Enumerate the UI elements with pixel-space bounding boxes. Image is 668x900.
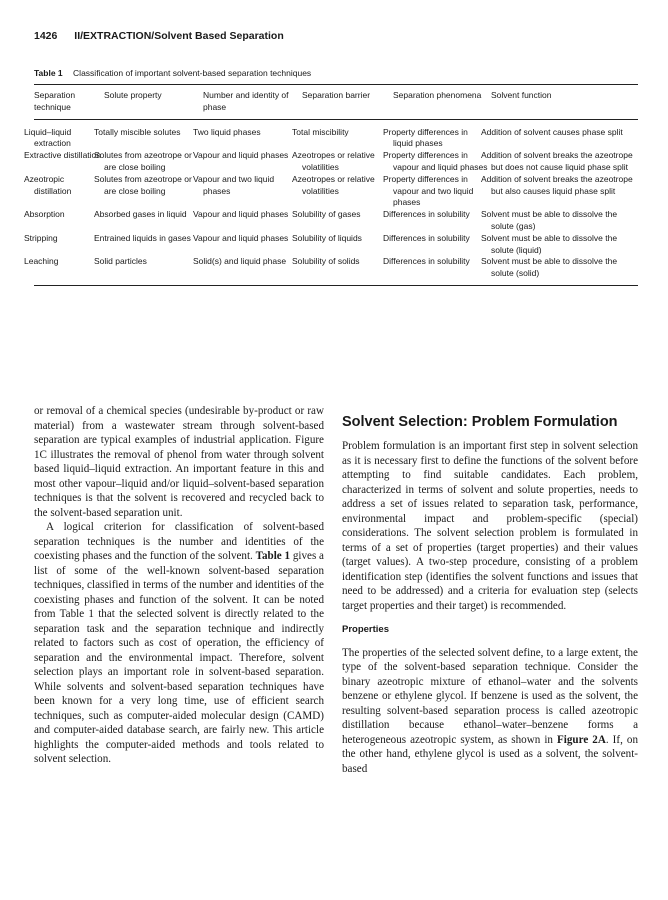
body-paragraph [34, 520, 324, 767]
table-cell: Solvent must be able to dissolve the solute (solid) [491, 256, 638, 285]
header-solvent-function: Solvent function [491, 90, 552, 100]
table-cell: Azeotropes or relative volatilities [292, 173, 375, 196]
table-cell: Addition of solvent breaks the azeotrope but does not cause liquid phase split [481, 150, 633, 172]
paragraph-text: A logical criterion for classification of solvent-based separation techniques is the number and identities of the coexisting phases and the function of the solvent. [34, 521, 324, 562]
table-cell: Addition of solvent causes phase split [481, 126, 623, 137]
table-cell: Vapour and liquid phases [193, 150, 289, 161]
header-separation-phenomena: Separation phenomena [393, 90, 482, 100]
table-caption [34, 68, 311, 78]
running-header [34, 30, 638, 42]
table-cell: Solutes from azeotrope or are close boiling [94, 150, 192, 172]
table-cell: Vapour and liquid phases [193, 209, 289, 220]
table-cell: Totally miscible solutes [94, 126, 181, 137]
table-cell: Azeotropic distillation [24, 173, 72, 196]
left-text-column [34, 404, 324, 767]
table-cell: Two liquid phases [193, 126, 261, 137]
running-title: II/EXTRACTION/Solvent Based Separation [74, 30, 284, 42]
table-row [34, 209, 638, 233]
table-cell: Addition of solvent breaks the azeotrope but also causes liquid phase split [481, 173, 633, 196]
table-header-row [34, 85, 638, 120]
body-paragraph: Problem formulation is an important first step in solvent selection as it is necessary first to define the functions of the solvent before attempting to find suitable candidates. Each problem, characterized in terms of solvent and solute properties, needs to address a set of issues related to separation task, performance, environmental impact and problem-specific (special) considerations. The solvent selection problem is formulated in terms of a set of properties (target properties) and their values (target values). A two-step procedure, consisting of a problem identification step (identifies the solvent functions and issues that need to be addressed) and a criteria for evaluation step (selects target properties and their target) is recommended. [342, 440, 638, 612]
table-cell: Solvent must be able to dissolve the solute (gas) [481, 209, 618, 231]
table-cell: Leaching [34, 256, 104, 285]
table-cell: Absorbed gases in liquid [94, 209, 187, 220]
figure-reference: Figure 2A [557, 733, 606, 746]
table-cell: Solvent must be able to dissolve the solute (liquid) [481, 232, 618, 255]
table-cell: Vapour and two liquid phases [193, 173, 275, 196]
header-number-identity-phase: Number and identity of phase [203, 90, 289, 112]
table-cell: Differences in solubility [383, 232, 470, 243]
classification-table [24, 84, 638, 286]
table-cell: Solid particles [104, 256, 203, 285]
header-separation-technique: Separation technique [34, 90, 76, 112]
table-cell: Azeotropes or relative volatilities [292, 150, 375, 172]
table-cell: Solubility of liquids [292, 232, 362, 243]
table-cell: Liquid–liquid extraction [24, 126, 72, 149]
table-reference: Table 1 [255, 550, 291, 562]
table-cell: Differences in solubility [383, 209, 470, 220]
table-cell: Solutes from azeotrope or are close boiling [94, 173, 192, 196]
body-paragraph: or removal of a chemical species (undesirable by-product or raw material) from a wastewater stream through solvent-based separation are typical examples of industrial application. Figure 1C illustrates the removal of phenol from water through solvent based liquid–liquid extraction. An important feature in this and most other vapour–liquid and/or liquid–solvent-based separation techniques is that the solvent is recovered and recycled back to the solvent-based separation unit. [34, 405, 324, 519]
table-row [34, 150, 638, 174]
header-separation-barrier: Separation barrier [302, 90, 371, 100]
table-cell: Solubility of solids [302, 256, 393, 285]
table-row [34, 233, 638, 257]
table-cell: Vapour and liquid phases [193, 232, 289, 243]
table-cell: Stripping [24, 232, 58, 243]
table-cell: Property differences in vapour and two liquid phases [383, 173, 474, 208]
table-row [34, 174, 638, 209]
table-cell: Extractive distillation [24, 150, 102, 161]
subsection-heading: Properties [342, 624, 389, 635]
header-solute-property: Solute property [104, 90, 162, 100]
table-cell: Solid(s) and liquid phase [203, 256, 302, 285]
body-paragraph [342, 646, 638, 777]
table-cell: Total miscibility [292, 126, 349, 137]
table-cell: Solubility of gases [292, 209, 361, 220]
right-text-column [342, 414, 638, 776]
table-cell: Entrained liquids in gases [94, 232, 191, 243]
table-cell: Differences in solubility [393, 256, 491, 285]
paragraph-text: . If, on the other hand, ethylene glycol is used as a solvent, the solvent-based [342, 733, 638, 775]
table-cell: Property differences in vapour and liquid phases [383, 150, 488, 172]
table-caption-text: Classification of important solvent-based separation techniques [73, 68, 312, 78]
section-heading: Solvent Selection: Problem Formulation [342, 414, 618, 430]
table-cell: Absorption [24, 209, 65, 220]
page-number: 1426 [34, 30, 58, 42]
table-cell: Property differences in liquid phases [383, 126, 468, 149]
table-row [34, 119, 638, 150]
table-row [34, 256, 638, 285]
table-label: Table 1 [34, 68, 63, 78]
paragraph-text: gives a list of some of the well-known solvent-based separation techniques, classified in terms of the number and identities of the coexisting phases and function of the solvent. It can be noted from Table 1 that the selected solvent is directly related to the separation task and the separation technique and indirectly related to factors such as cost of operation, the efficiency of separation and the environmental impact. Therefore, solvent selection plays an important role in solvent-based separation. While solvents and solvent-based separation techniques have been known for a very long time, use of efficient search techniques, such as computer-aided molecular design (CAMD) and computer-aided database search, are fairly new. This article highlights the computer-aided methods and tools related to solvent selection. [34, 550, 324, 765]
paragraph-text: The properties of the selected solvent define, to a large extent, the type of the solvent-based separation technique. Consider the binary azeotropic mixture of ethanol–water and the solvents benzene or ethylene glycol. If benzene is used as the solvent, the resulting solvent-based separation process is called azeotropic distillation because ethanol–water–benzene forms a heterogeneous azeotropic system, as shown in [342, 646, 638, 746]
